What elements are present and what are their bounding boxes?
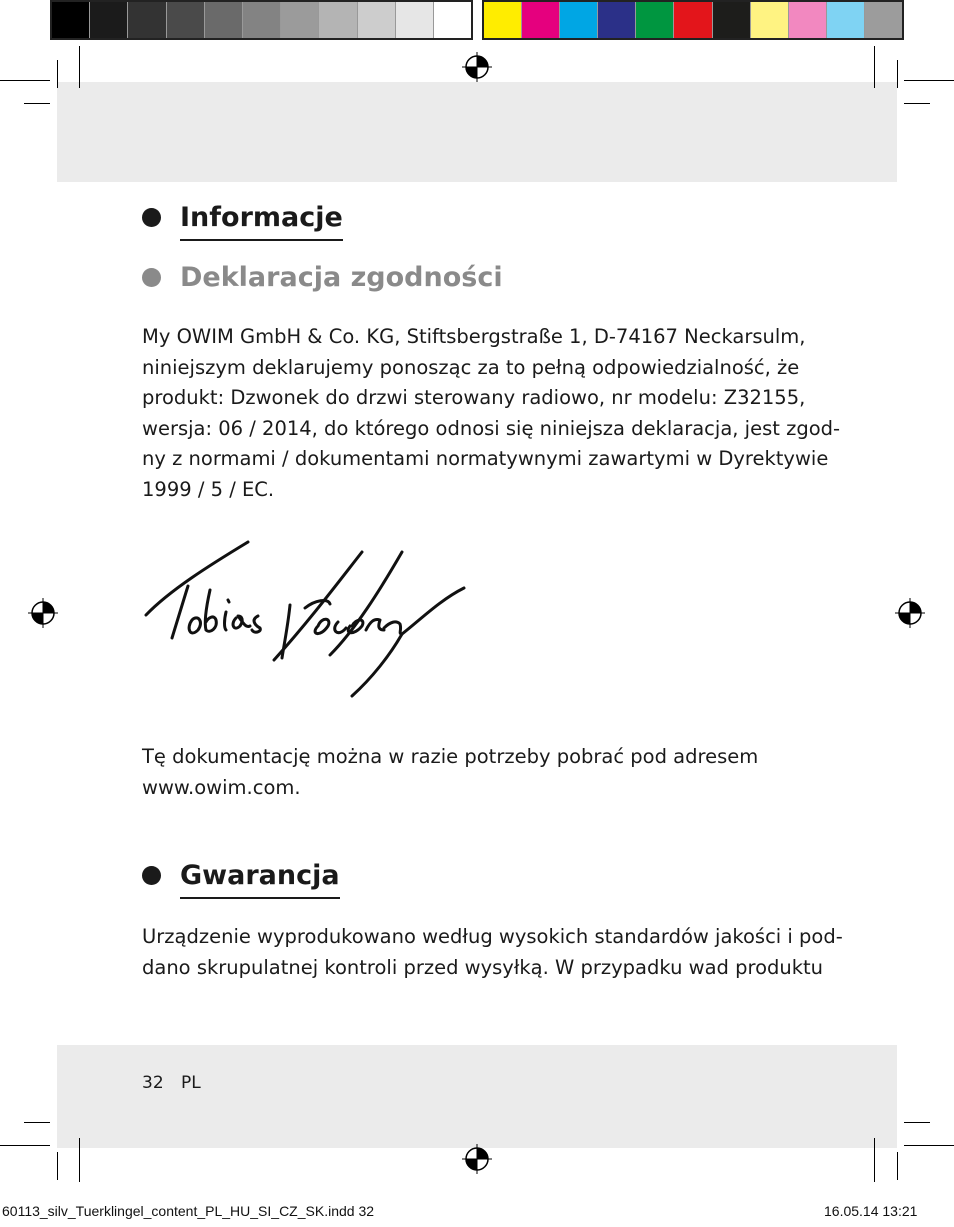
color-swatch — [281, 2, 319, 38]
paragraph-line: wersja: 06 / 2014, do którego odnosi się niniejsza deklaracja, jest zgod- — [142, 416, 841, 440]
color-swatch — [90, 2, 128, 38]
download-paragraph — [142, 742, 832, 803]
slug-datetime: 16.05.14 13:21 — [824, 1203, 918, 1219]
color-swatch — [522, 2, 560, 38]
paragraph-line: ny z normami / dokumentami normatywnymi zawartymi w Dyrektywie — [142, 447, 829, 470]
color-bar-process — [482, 0, 904, 40]
crop-mark — [874, 46, 875, 88]
bullet-icon — [142, 866, 161, 885]
warranty-paragraph — [142, 922, 843, 983]
color-swatch — [243, 2, 281, 38]
color-swatch — [827, 2, 865, 38]
color-swatch — [598, 2, 636, 38]
crop-mark — [79, 46, 80, 88]
crop-mark — [0, 1145, 50, 1146]
slug-filename: 60113_silv_Tuerklingel_content_PL_HU_SI_CZ_SK.indd 32 — [2, 1203, 375, 1219]
heading-deklaracja — [142, 262, 503, 293]
color-swatch — [560, 2, 598, 38]
crop-mark — [904, 1145, 954, 1146]
bullet-icon — [142, 268, 161, 287]
color-swatch — [674, 2, 712, 38]
registration-mark-icon — [462, 1144, 492, 1174]
crop-mark — [904, 1122, 930, 1123]
color-bar-grayscale — [50, 0, 473, 40]
color-swatch — [751, 2, 789, 38]
page-number: 32 — [142, 1073, 164, 1093]
registration-mark-icon — [895, 598, 925, 628]
crop-mark — [904, 80, 954, 81]
crop-mark — [0, 80, 50, 81]
crop-mark — [57, 1152, 58, 1180]
paragraph-line: Tę dokumentację można w razie potrzeby pobrać pod adresem — [142, 745, 759, 768]
color-swatch — [865, 2, 902, 38]
color-swatch — [789, 2, 827, 38]
color-swatch — [434, 2, 471, 38]
color-swatch — [52, 2, 90, 38]
heading-gwarancja-text: Gwarancja — [180, 860, 340, 891]
crop-mark — [897, 60, 898, 88]
paragraph-line: My OWIM GmbH & Co. KG, Stiftsbergstraße 1, D-74167 Neckarsulm, — [142, 325, 806, 348]
color-swatch — [128, 2, 166, 38]
color-swatch — [636, 2, 674, 38]
heading-gwarancja — [142, 860, 340, 891]
registration-mark-icon — [28, 598, 58, 628]
registration-mark-icon — [462, 52, 492, 82]
page-footer — [142, 1073, 213, 1093]
crop-mark — [24, 103, 50, 104]
crop-mark — [904, 103, 930, 104]
crop-mark — [874, 1138, 875, 1182]
header-band — [57, 82, 897, 182]
paragraph-line: niniejszym deklarujemy ponosząc za to pełną odpowiedzialność, że — [142, 355, 800, 379]
signature-image — [140, 530, 470, 705]
color-swatch — [396, 2, 434, 38]
website-link[interactable]: www.owim.com. — [142, 775, 301, 799]
paragraph-line: 1999 / 5 / EC. — [142, 477, 275, 501]
paragraph-line: produkt: Dzwonek do drzwi sterowany radiowo, nr modelu: Z32155, — [142, 386, 806, 409]
heading-deklaracja-text: Deklaracja zgodności — [180, 262, 503, 293]
color-swatch — [713, 2, 751, 38]
paragraph-line: dano skrupulatnej kontroli przed wysyłką. W przypadku wad produktu — [142, 955, 824, 979]
color-swatch — [358, 2, 396, 38]
heading-informacje-text: Informacje — [180, 202, 343, 233]
footer-band — [57, 1045, 897, 1148]
crop-mark — [24, 1122, 50, 1123]
declaration-paragraph — [142, 322, 841, 505]
color-swatch — [319, 2, 357, 38]
language-code: PL — [181, 1073, 201, 1093]
crop-mark — [897, 1152, 898, 1180]
crop-mark — [79, 1138, 80, 1182]
heading-informacje — [142, 202, 343, 233]
paragraph-line: Urządzenie wyprodukowano według wysokich standardów jakości i pod- — [142, 925, 843, 948]
crop-mark — [57, 60, 58, 88]
color-swatch — [167, 2, 205, 38]
bullet-icon — [142, 208, 161, 227]
color-swatch — [484, 2, 522, 38]
color-swatch — [205, 2, 243, 38]
